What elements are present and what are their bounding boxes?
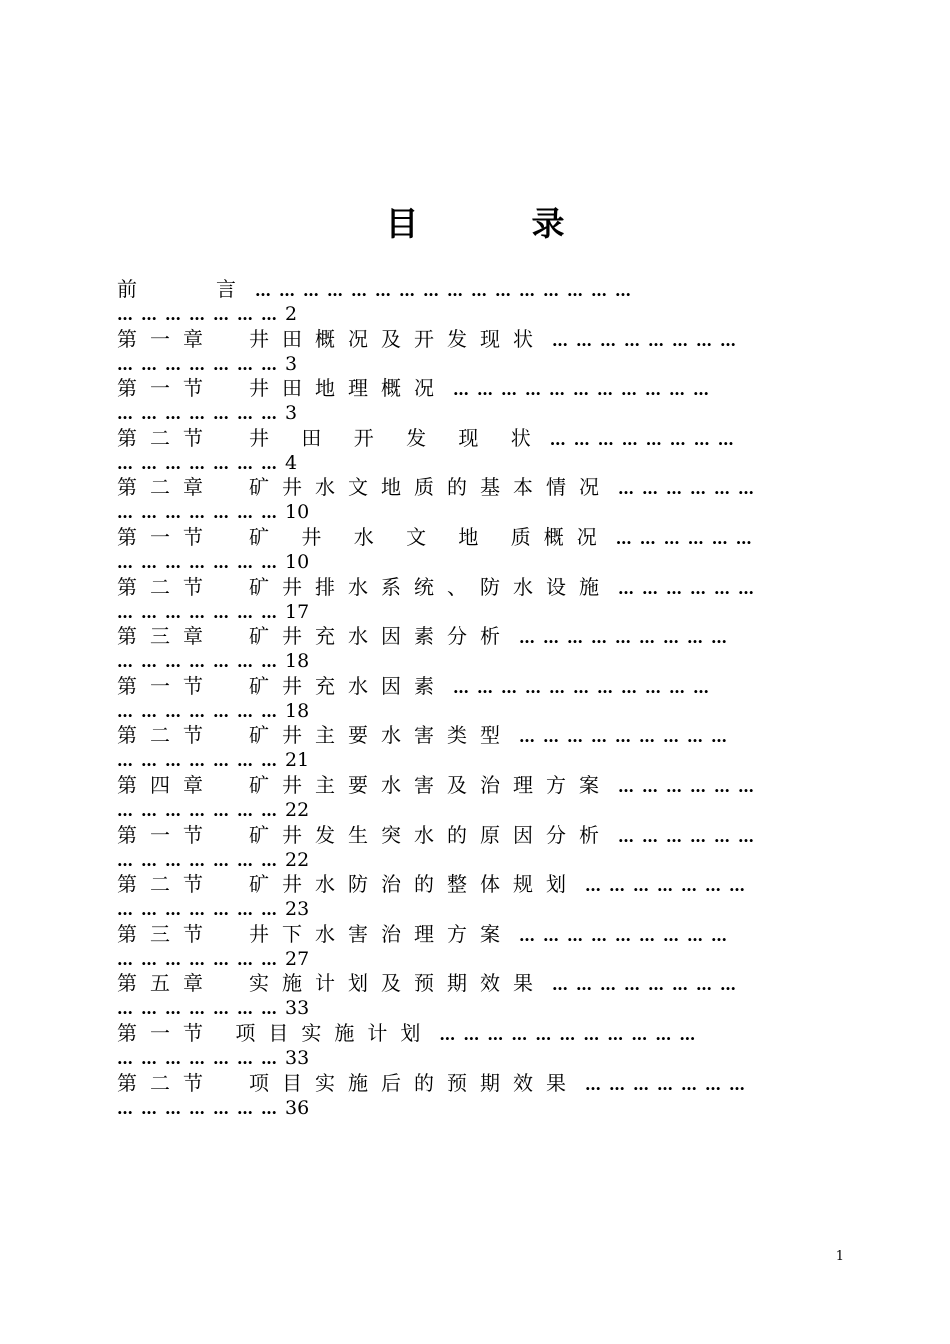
toc-leader-dots: … … … … … … … (117, 354, 285, 374)
toc-leader-dots: … … … … … … … (585, 1074, 745, 1094)
toc-entry-line (117, 871, 745, 897)
toc-leader-dots: … … … … … … … (117, 751, 285, 771)
toc-leader-dots: … … … … … … … … (552, 330, 736, 350)
toc-entry-label: 第四章 矿井主要水害及治理方案 (117, 772, 612, 797)
toc-page-number: 27 (285, 947, 310, 970)
toc-page-number: 18 (285, 699, 310, 722)
toc-leader-dots: … … … … … … (618, 776, 754, 796)
toc-entry-line (117, 425, 734, 451)
toc-leader-dots: … … … … … … … … (552, 975, 736, 995)
toc-entry-label: 前 言 (117, 277, 249, 301)
toc-entry-label: 第二节 项目实施后的预期效果 (117, 1070, 579, 1095)
toc-page-number: 10 (285, 550, 310, 573)
toc-leader-dots: … … … … … … … (117, 701, 285, 721)
toc-entry-continuation (117, 449, 297, 475)
toc-page-number: 3 (285, 352, 298, 375)
toc-leader-dots: … … … … … … … (117, 453, 285, 473)
toc-leader-dots: … … … … … … (618, 578, 754, 598)
toc-entry-label: 第五章 实施计划及预期效果 (117, 971, 546, 996)
toc-entry[interactable] (117, 970, 827, 1020)
toc-entry-line (117, 822, 754, 848)
toc-page-number: 3 (285, 402, 298, 425)
toc-entry-continuation (117, 796, 309, 822)
toc-entry[interactable] (117, 822, 827, 872)
toc-page-number: 21 (285, 749, 310, 772)
toc-entry[interactable] (117, 276, 827, 326)
toc-entry-continuation (117, 598, 309, 624)
toc-entry-label: 第一节 矿 井 水 文 地 质概况 (117, 524, 610, 549)
toc-leader-dots: … … … … … … … (117, 900, 285, 920)
toc-entry[interactable] (117, 574, 827, 624)
toc-entry[interactable] (117, 375, 827, 425)
toc-entry[interactable] (117, 921, 827, 971)
toc-entry-line (117, 574, 754, 600)
toc-entry-line (117, 375, 709, 401)
toc-entry-line (117, 1070, 745, 1096)
toc-leader-dots: … … … … … … … (117, 404, 285, 424)
toc-entry-label: 第一节 矿井发生突水的原因分析 (117, 822, 612, 847)
toc-entry-label: 第二节 矿井主要水害类型 (117, 723, 513, 748)
toc-leader-dots: … … … … … … … (117, 602, 285, 622)
toc-entry-line (117, 673, 709, 699)
toc-leader-dots: … … … … … … … … … … … (439, 1024, 696, 1044)
toc-leader-dots: … … … … … … … … … … … (453, 380, 709, 400)
toc-entry-label: 第一节 井田地理概况 (117, 376, 447, 401)
toc-entry-continuation (117, 647, 309, 673)
toc-entry-continuation (117, 994, 309, 1020)
toc-entry-line (117, 474, 754, 500)
toc-entry-line (117, 276, 631, 302)
toc-entry-line (117, 1020, 695, 1046)
toc-entry-line (117, 524, 752, 550)
toc-leader-dots: … … … … … … … (117, 652, 285, 672)
toc-leader-dots: … … … … … … … (117, 850, 285, 870)
toc-leader-dots: … … … … … … (615, 528, 752, 548)
toc-entry-continuation (117, 1044, 309, 1070)
toc-entry-continuation (117, 350, 297, 376)
page-number: 1 (835, 1249, 844, 1264)
toc-entry-label: 第二节 矿井水防治的整体规划 (117, 872, 579, 897)
toc-leader-dots: … … … … … … … … … … … … … … … … (255, 281, 631, 300)
toc-page-number: 36 (285, 1096, 310, 1119)
toc-entry-line (117, 722, 727, 748)
toc-entry[interactable] (117, 425, 827, 475)
toc-entry-label: 第三节 井下水害治理方案 (117, 921, 513, 946)
toc-entry-label: 第一章 井田概况及开发现状 (117, 326, 546, 351)
toc-leader-dots: … … … … … … … … … (519, 628, 727, 648)
toc-entry-line (117, 970, 736, 996)
toc-leader-dots: … … … … … … … (585, 876, 745, 896)
toc-entry-continuation (117, 548, 309, 574)
toc-entry-continuation (117, 746, 309, 772)
toc-entry[interactable] (117, 673, 827, 723)
toc-entry-label: 第一节 矿井充水因素 (117, 673, 447, 698)
toc-leader-dots: … … … … … … … (117, 552, 285, 572)
toc-leader-dots: … … … … … … … … … … … (453, 677, 709, 697)
toc-entry-continuation (117, 846, 309, 872)
toc-entry[interactable] (117, 326, 827, 376)
toc-leader-dots: … … … … … … … (117, 1048, 285, 1068)
toc-page-number: 10 (285, 501, 310, 524)
toc-page-number: 2 (285, 303, 298, 325)
toc-entry-continuation (117, 300, 297, 326)
toc-entry-line (117, 921, 727, 947)
toc-entry-label: 第二节 井 田 开 发 现 状 (117, 425, 544, 450)
toc-page-number: 4 (285, 451, 298, 474)
toc-leader-dots: … … … … … … … … (549, 429, 734, 449)
toc-entry[interactable] (117, 772, 827, 822)
toc-leader-dots: … … … … … … … … … (519, 925, 727, 945)
toc-page-number: 33 (285, 997, 310, 1020)
toc-leader-dots: … … … … … … … (117, 949, 285, 969)
toc-page-number: 22 (285, 798, 310, 821)
toc-entry-line (117, 772, 754, 798)
toc-entry-line (117, 326, 736, 352)
toc-entry-continuation (117, 399, 297, 425)
toc-leader-dots: … … … … … … … (117, 800, 285, 820)
toc-entry-label: 第一节 项目实施计划 (117, 1020, 434, 1045)
toc-page-number: 18 (285, 650, 310, 673)
toc-entry[interactable] (117, 1070, 827, 1120)
toc-page-number: 22 (285, 848, 310, 871)
toc-entry-label: 第三章 矿井充水因素分析 (117, 624, 513, 649)
toc-entry-continuation (117, 895, 309, 921)
toc-entry[interactable] (117, 1020, 827, 1070)
toc-leader-dots: … … … … … … (618, 826, 754, 846)
toc-leader-dots: … … … … … … … (117, 503, 285, 523)
toc-leader-dots: … … … … … … (618, 479, 754, 499)
toc-entry-continuation (117, 498, 309, 524)
toc-entry-continuation (117, 1094, 309, 1120)
toc-entry[interactable] (117, 623, 827, 673)
toc-leader-dots: … … … … … … … (117, 999, 285, 1019)
toc-leader-dots: … … … … … … … (117, 305, 285, 324)
toc-page-number: 23 (285, 898, 310, 921)
toc-entry-continuation (117, 945, 309, 971)
toc-entry[interactable] (117, 871, 827, 921)
toc-leader-dots: … … … … … … … (117, 1098, 285, 1118)
toc-entry[interactable] (117, 524, 827, 574)
toc-page-number: 33 (285, 1046, 310, 1069)
toc-entry-line (117, 623, 727, 649)
toc-entry-label: 第二节 矿井排水系统、防水设施 (117, 574, 612, 599)
table-of-contents (117, 276, 827, 1119)
toc-entry-continuation (117, 697, 309, 723)
toc-entry[interactable] (117, 722, 827, 772)
page-title: 目 录 (385, 204, 605, 243)
toc-page-number: 17 (285, 600, 310, 623)
toc-entry-label: 第二章 矿井水文地质的基本情况 (117, 475, 612, 500)
toc-leader-dots: … … … … … … … … … (519, 727, 727, 747)
toc-entry[interactable] (117, 474, 827, 524)
